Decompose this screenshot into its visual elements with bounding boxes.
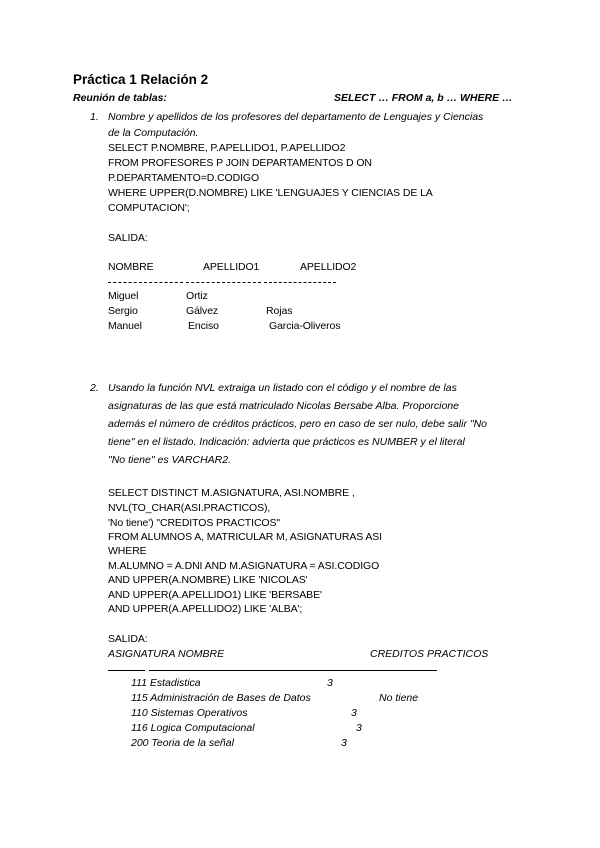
- q2-sql-line-8: AND UPPER(A.APELLIDO1) LIKE 'BERSABE': [108, 589, 322, 601]
- q2-number: 2.: [90, 382, 99, 394]
- q1-divider-2: [186, 282, 261, 283]
- q2-row-4-asignatura: 116 Logica Computacional: [131, 722, 255, 734]
- q1-row-2-apellido1: Gálvez: [186, 305, 219, 317]
- q2-row-1-creditos: 3: [327, 677, 333, 689]
- q2-divider-2: [149, 670, 437, 671]
- q1-sql-line-5: COMPUTACION';: [108, 202, 190, 214]
- q2-header-creditos: CREDITOS PRACTICOS: [370, 648, 489, 660]
- q1-divider-3: [264, 282, 336, 283]
- q1-row-1-apellido1: Ortiz: [186, 290, 208, 302]
- q1-text-line-2: de la Computación.: [108, 127, 199, 139]
- q1-sql-line-4: WHERE UPPER(D.NOMBRE) LIKE 'LENGUAJES Y CIENCIAS DE LA: [108, 187, 433, 199]
- q1-header-apellido1: APELLIDO1: [203, 261, 260, 273]
- q1-row-3-apellido1: Enciso: [188, 320, 219, 332]
- page-title: Práctica 1 Relación 2: [73, 72, 209, 87]
- q2-row-3-creditos: 3: [351, 707, 357, 719]
- q2-row-3-asignatura: 110 Sistemas Operativos: [131, 707, 248, 719]
- q1-header-apellido2: APELLIDO2: [300, 261, 357, 273]
- q2-sql-line-9: AND UPPER(A.APELLIDO2) LIKE 'ALBA';: [108, 603, 303, 615]
- q2-text-line-1: Usando la función NVL extraiga un listado con el código y el nombre de las: [108, 382, 457, 394]
- q2-text-line-3: además el número de créditos prácticos, pero en caso de ser nulo, debe salir "No: [108, 418, 488, 430]
- q1-sql-line-1: SELECT P.NOMBRE, P.APELLIDO1, P.APELLIDO2: [108, 142, 346, 154]
- q1-output-label: SALIDA:: [108, 232, 148, 244]
- q2-output-label: SALIDA:: [108, 633, 148, 645]
- q2-text-line-2: asignaturas de las que está matriculado Nicolas Bersabe Alba. Proporcione: [108, 400, 459, 412]
- q2-row-1-asignatura: 111 Estadistica: [131, 677, 201, 689]
- q1-row-3-nombre: Manuel: [108, 320, 142, 332]
- q2-sql-line-6: M.ALUMNO = A.DNI AND M.ASIGNATURA = ASI.CODIGO: [108, 560, 380, 572]
- q2-row-5-asignatura: 200 Teoria de la señal: [131, 737, 234, 749]
- q2-row-5-creditos: 3: [341, 737, 347, 749]
- q1-sql-line-3: P.DEPARTAMENTO=D.CODIGO: [108, 172, 260, 184]
- q2-divider-1: [108, 670, 145, 671]
- q2-sql-line-7: AND UPPER(A.NOMBRE) LIKE 'NICOLAS': [108, 574, 308, 586]
- q1-row-2-nombre: Sergio: [108, 305, 138, 317]
- q2-row-2-creditos: No tiene: [379, 692, 419, 704]
- q1-row-2-apellido2: Rojas: [266, 305, 293, 317]
- q2-sql-line-5: WHERE: [108, 545, 147, 557]
- q1-row-1-nombre: Miguel: [108, 290, 139, 302]
- q1-text-line-1: Nombre y apellidos de los profesores del departamento de Lenguajes y Ciencias: [108, 111, 484, 123]
- q1-header-nombre: NOMBRE: [108, 261, 154, 273]
- q2-text-line-4: tiene" en el listado. Indicación: advierta que prácticos es NUMBER y el literal: [108, 436, 465, 448]
- q2-sql-line-3: 'No tiene') "CREDITOS PRACTICOS": [108, 517, 281, 529]
- q2-sql-line-2: NVL(TO_CHAR(ASI.PRACTICOS),: [108, 502, 271, 514]
- q2-sql-line-4: FROM ALUMNOS A, MATRICULAR M, ASIGNATURAS ASI: [108, 531, 382, 543]
- q2-sql-line-1: SELECT DISTINCT M.ASIGNATURA, ASI.NOMBRE ,: [108, 487, 355, 499]
- q1-sql-line-2: FROM PROFESORES P JOIN DEPARTAMENTOS D ON: [108, 157, 372, 169]
- q2-text-line-5: "No tiene" es VARCHAR2.: [108, 454, 232, 466]
- q2-row-4-creditos: 3: [356, 722, 362, 734]
- section-label: Reunión de tablas:: [73, 92, 167, 104]
- q1-number: 1.: [90, 111, 99, 123]
- q1-row-3-apellido2: Garcia-Oliveros: [269, 320, 341, 332]
- section-syntax: SELECT … FROM a, b … WHERE …: [334, 92, 513, 104]
- q2-row-2-asignatura: 115 Administración de Bases de Datos: [131, 692, 311, 704]
- q1-divider-1: [108, 282, 183, 283]
- q2-header-asignatura: ASIGNATURA NOMBRE: [108, 648, 225, 660]
